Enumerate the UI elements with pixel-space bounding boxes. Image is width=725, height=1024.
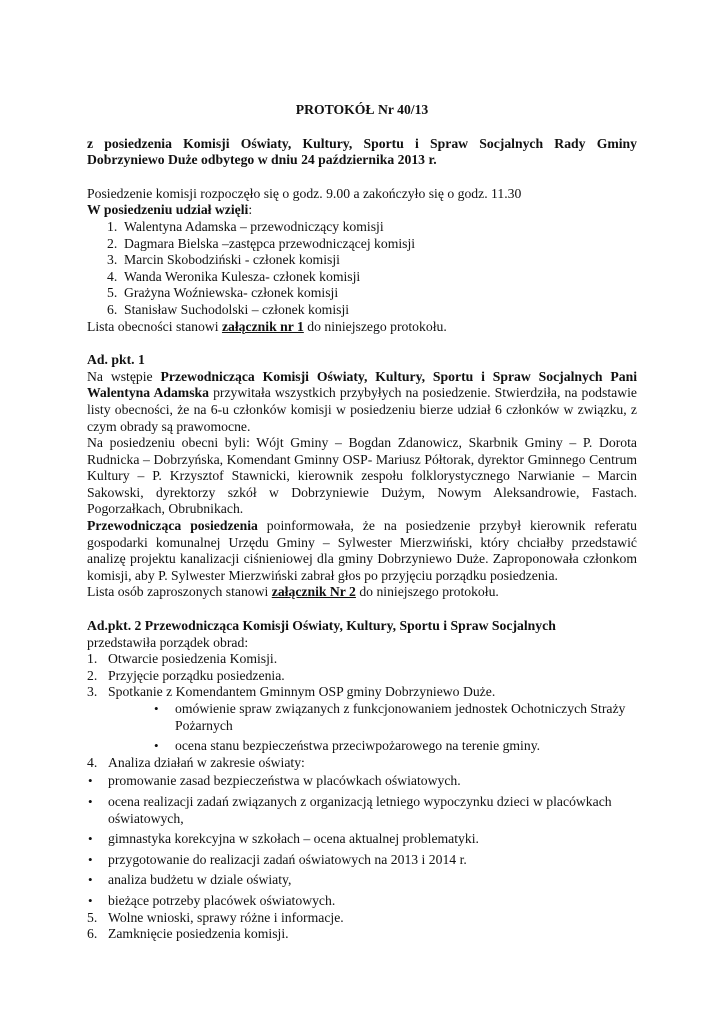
agenda-item: 4. Analiza działań w zakresie oświaty: (87, 754, 305, 770)
pkt1-paragraph-1: Na wstępie Przewodnicząca Komisji Oświaty, Kultury, Sportu i Spraw Socjalnych Pani Walentyna Adamska przywitała wszystkich przybyłych na posiedzenie. Stwierdziła, na podstawie listy obecności, że na 6-u członków komisji w posiedzeniu bierze udział 6 członków w związku, z czym obrady są prawomocne. (87, 368, 637, 434)
pkt2-heading: Ad.pkt. 2 Przewodnicząca Komisji Oświaty, Kultury, Sportu i Spraw Socjalnych (87, 618, 556, 634)
agenda-item: 2. Przyjęcie porządku posiedzenia. (87, 667, 285, 683)
agenda-list-cont (87, 755, 637, 772)
session-time: Posiedzenie komisji rozpoczęło się o godz. 9.00 a zakończyło się o godz. 11.30 (87, 185, 522, 201)
pkt1-paragraph-4: Lista osób zaproszonych stanowi załącznik Nr 2 do niniejszego protokołu. (87, 584, 499, 600)
list-item: • bieżące potrzeby placówek oświatowych. (88, 892, 336, 908)
bullet-icon: • (88, 892, 93, 908)
list-item: 2. Dagmara Bielska –zastępca przewodniczącej komisji (107, 235, 416, 251)
protocol-page (87, 102, 637, 943)
agenda-item: 1. Otwarcie posiedzenia Komisji. (87, 651, 278, 667)
bullet-icon: • (88, 872, 93, 888)
agenda-list-end (87, 910, 637, 943)
pkt1-heading: Ad. pkt. 1 (87, 352, 145, 368)
attendance-note: Lista obecności stanowi załącznik nr 1 do niniejszego protokołu. (87, 318, 447, 334)
pkt1-paragraph-2: Na posiedzeniu obecni byli: Wójt Gminy – Bogdan Zdanowicz, Skarbnik Gminy – P. Dorota Rudnicka – Dobrzyńska, Komendant Gminny OSP- Mariusz Półtorak, dyrektor Gminnego Centrum Kultury – P. Krzysztof Stawnicki, kierownik zespołu folklorystycznego Narwianie – Marcin Sakowski, dyrektorzy szkół w Dobrzyniewie Dużym, Nowym Aleksandrowie, Fastach. Pogorzałkach, Obrubnikach. (87, 435, 637, 517)
agenda-item: 3. Spotkanie z Komendantem Gminnym OSP gminy Dobrzyniewo Duże. (87, 684, 496, 700)
list-item: • omówienie spraw związanych z funkcjonowaniem jednostek Ochotniczych Straży Pożarnych (154, 701, 626, 733)
bullet-icon: • (88, 831, 93, 847)
agenda-list (87, 651, 637, 701)
pkt1-paragraph-3: Przewodnicząca posiedzenia poinformowała, że na posiedzenie przybył kierownik referatu gospodarki komunalnej Urzędu Gminy – Sylwester Mierzwiński, który chciałby przedstawić analizę projektu kanalizacji ciśnieniowej dla gminy Dobrzyniewo Duże. Zaproponowała członkom komisji, aby P. Sylwester Mierzwiński zabrał głos po przyjęciu porządku posiedzenia. (87, 518, 637, 583)
agenda-item: 5. Wolne wnioski, sprawy różne i informacje. (87, 909, 344, 925)
list-item: • przygotowanie do realizacji zadań oświatowych na 2013 i 2014 r. (88, 851, 467, 867)
attachment-1-ref: załącznik nr 1 (221, 318, 304, 334)
agenda-item: 6. Zamknięcie posiedzenia komisji. (87, 926, 289, 942)
list-item: 3. Marcin Skobodziński - członek komisji (107, 252, 340, 268)
bullet-icon: • (154, 701, 159, 716)
agenda-4-sublist (87, 773, 637, 909)
bullet-icon: • (88, 793, 93, 809)
list-item: 4. Wanda Weronika Kulesza- członek komisji (107, 268, 361, 284)
bullet-icon: • (154, 738, 159, 754)
list-item: • ocena stanu bezpieczeństwa przeciwpożarowego na terenie gminy. (154, 738, 541, 754)
attachment-2-ref: załącznik Nr 2 (271, 584, 356, 600)
document-title: PROTOKÓŁ Nr 40/13 (295, 102, 429, 117)
list-item: • gimnastyka korekcyjna w szkołach – ocena aktualnej problematyki. (88, 831, 479, 847)
list-item: 6. Stanisław Suchodolski – członek komisji (107, 301, 350, 317)
list-item: • analiza budżetu w dziale oświaty, (88, 872, 292, 888)
bullet-icon: • (88, 773, 93, 789)
list-item: 1. Walentyna Adamska – przewodniczący komisji (107, 218, 384, 234)
participants-list (87, 219, 637, 319)
document-subtitle: z posiedzenia Komisji Oświaty, Kultury, Sportu i Spraw Socjalnych Rady Gminy Dobrzyniewo Duże odbytego w dniu 24 października 2013 r. (87, 135, 637, 168)
list-item: • promowanie zasad bezpieczeństwa w placówkach oświatowych. (88, 773, 461, 789)
list-item: • ocena realizacji zadań związanych z organizacją letniego wypoczynku dzieci w placówkach oświatowych, (88, 793, 612, 826)
bullet-icon: • (88, 851, 93, 867)
agenda-3-sublist (87, 701, 637, 755)
participants-heading: W posiedzeniu udział wzięli: (87, 202, 253, 218)
list-item: 5. Grażyna Woźniewska- członek komisji (107, 285, 339, 301)
pkt2-intro: przedstawiła porządek obrad: (87, 634, 249, 650)
